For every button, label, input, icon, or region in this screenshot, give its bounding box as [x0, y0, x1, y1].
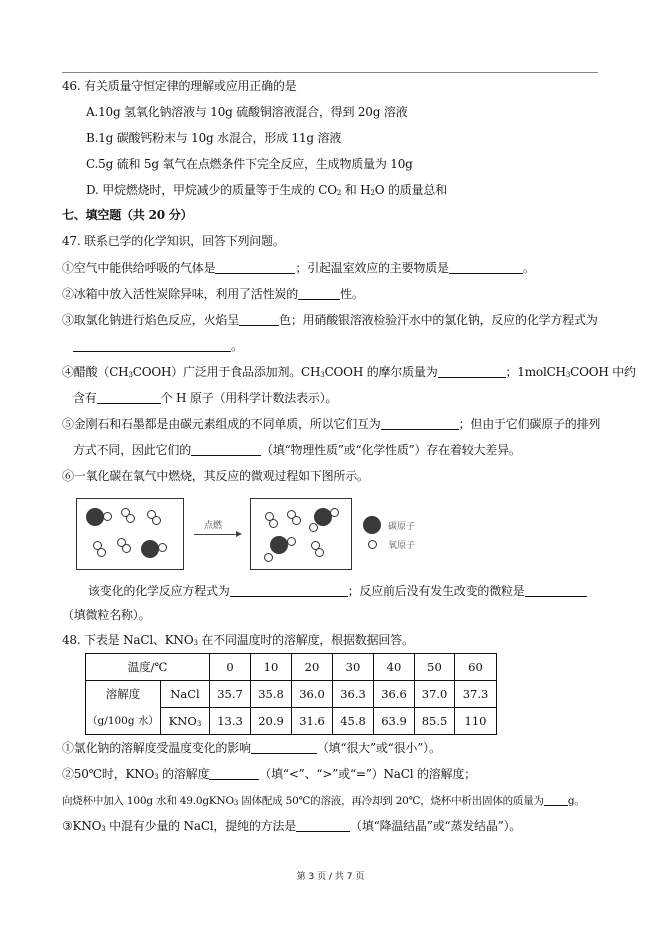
subscript: 3 — [193, 639, 198, 647]
option-text: 和 H — [341, 183, 371, 197]
text: 。 — [522, 261, 535, 275]
table-cell: 36.3 — [333, 681, 374, 708]
answer-blank[interactable] — [381, 416, 459, 430]
text: （填“很大”或“很小”）。 — [316, 741, 441, 755]
option-text: O 的质量总和 — [374, 183, 447, 197]
text: 固体配成 50℃的溶液，再冷却到 20℃，烧杯中析出固体的质量为 — [238, 795, 544, 807]
text: 向烧杯中加入 100g 水和 49.0gKNO — [62, 795, 234, 807]
q47-part1 — [62, 260, 535, 276]
oxygen-atom — [269, 519, 278, 528]
option-text: 10g 氢氧化钠溶液与 10g 硫酸铜溶液混合，得到 20g 溶液 — [98, 105, 408, 119]
after-box — [250, 498, 352, 570]
text: 。 — [231, 339, 243, 353]
text: （填“物理性质”或“化学性质”）存在着较大差异。 — [261, 443, 521, 457]
text: ；但由于它们碳原子的排列 — [458, 417, 601, 431]
subscript: 2 — [370, 189, 375, 197]
table-header-cell: 50 — [415, 654, 455, 681]
option-label: C. — [86, 157, 99, 171]
oxygen-atom — [330, 508, 339, 517]
text: 含有 — [73, 391, 97, 405]
q46-option-d — [86, 182, 447, 201]
table-header-temp: 温度/℃ — [86, 654, 210, 681]
q46-option-b — [86, 130, 341, 146]
table-header-cell: 10 — [251, 654, 292, 681]
table-header-cell: 30 — [333, 654, 374, 681]
subscript: 3 — [196, 720, 202, 728]
row-label: 溶解度 — [86, 681, 161, 708]
q47-part5 — [62, 416, 600, 432]
arrow-icon — [194, 534, 238, 535]
table-row — [86, 708, 497, 735]
table-header-cell: 60 — [455, 654, 497, 681]
answer-blank[interactable] — [209, 766, 259, 780]
text: 色；用硝酸银溶液检验汗水中的氯化钠，反应的化学方程式为 — [279, 313, 598, 327]
option-text: 1g 碳酸钙粉末与 10g 水混合，形成 11g 溶液 — [98, 131, 342, 145]
text: 方式不同，因此它们的 — [73, 443, 192, 457]
legend-carbon-label: 碳原子 — [388, 522, 416, 532]
text: ⑤金刚石和石墨都是由碳元素组成的不同单质，所以它们互为 — [62, 417, 381, 431]
table-cell: 20.9 — [251, 708, 292, 735]
table-row — [86, 681, 497, 708]
text: ；引起温室效应的主要物质是 — [295, 261, 449, 275]
oxygen-atom — [287, 537, 296, 546]
text: COOH 中约 — [570, 365, 636, 379]
text: 48. 下表是 NaCl、KNO — [62, 633, 194, 647]
q47-part3 — [62, 312, 598, 328]
answer-blank[interactable] — [296, 818, 350, 832]
q47-part2 — [62, 286, 364, 302]
oxygen-atom — [264, 553, 273, 562]
answer-blank[interactable] — [191, 442, 261, 456]
q48-part4 — [62, 818, 521, 837]
oxygen-atom — [292, 516, 301, 525]
q47-part5-cont — [73, 442, 521, 458]
table-cell: 13.3 — [210, 708, 251, 735]
table-cell: 36.6 — [374, 681, 415, 708]
text: ；1molCH — [505, 365, 566, 379]
oxygen-atom — [126, 514, 135, 523]
q46-stem: 46. 有关质量守恒定律的理解或应用正确的是 — [62, 79, 297, 93]
answer-blank[interactable] — [298, 286, 340, 300]
answer-blank[interactable] — [73, 338, 231, 352]
q47-part7 — [88, 583, 587, 599]
q48-part3 — [62, 792, 585, 811]
option-text: 甲烷燃烧时，甲烷减少的质量等于生成的 CO — [102, 183, 337, 197]
answer-blank[interactable] — [438, 364, 506, 378]
option-text: 5g 硫和 5g 氧气在点燃条件下完全反应，生成物质量为 10g — [98, 157, 413, 171]
table-header-cell: 0 — [210, 654, 251, 681]
table-cell: 37.0 — [415, 681, 455, 708]
section-title: 七、填空题（共 20 分） — [62, 208, 193, 222]
substance-name — [161, 708, 210, 735]
oxygen-atom — [103, 512, 112, 521]
page-footer: 第 3 页 / 共 7 页 — [296, 872, 365, 882]
subscript: 3 — [320, 371, 325, 379]
q48-stem — [62, 632, 414, 651]
text: ②50℃时，KNO — [62, 767, 155, 781]
text: ③取氯化钠进行焰色反应，火焰呈 — [62, 313, 240, 327]
subscript: 3 — [128, 371, 133, 379]
table-header-cell: 40 — [374, 654, 415, 681]
text: COOH 的摩尔质量为 — [324, 365, 438, 379]
legend-oxygen-label: 氧原子 — [388, 541, 416, 551]
answer-blank[interactable] — [97, 390, 161, 404]
table-cell: 45.8 — [333, 708, 374, 735]
q48-part2 — [62, 766, 476, 785]
text: （填“<”、“>”或“=”）NaCl 的溶解度； — [259, 767, 476, 781]
substance-name: NaCl — [161, 681, 210, 708]
oxygen-atom — [97, 548, 106, 557]
q47-part3-cont — [73, 338, 243, 354]
q47-part4-cont — [73, 390, 337, 406]
arrow-label: 点燃 — [204, 521, 223, 531]
table-cell: 35.7 — [210, 681, 251, 708]
text: 该变化的化学反应方程式为 — [88, 584, 230, 598]
option-label: D. — [86, 183, 99, 197]
q46-option-c — [86, 156, 413, 172]
legend-carbon-icon — [363, 516, 381, 534]
carbon-atom — [141, 540, 159, 558]
oxygen-atom — [122, 544, 131, 553]
q47-part6: ⑥一氧化碳在氧气中燃烧，其反应的微观过程如下图所示。 — [62, 469, 369, 483]
oxygen-atom — [315, 548, 324, 557]
text: g。 — [567, 795, 585, 807]
text: （填“降温结晶”或“蒸发结晶”）。 — [350, 819, 522, 833]
subscript: 3 — [565, 371, 571, 379]
subscript: 3 — [233, 799, 239, 807]
q47-part4 — [62, 364, 636, 383]
subscript: 2 — [336, 189, 342, 197]
subscript: 3 — [101, 825, 106, 833]
reaction-diagram — [76, 494, 476, 568]
answer-blank[interactable] — [215, 260, 295, 274]
legend-oxygen-icon — [368, 540, 377, 549]
header-rule — [62, 72, 598, 73]
table-cell: 31.6 — [292, 708, 333, 735]
oxygen-atom — [309, 523, 318, 532]
arrow-head-icon — [236, 531, 242, 537]
table-cell: 110 — [455, 708, 497, 735]
carbon-atom — [86, 508, 104, 526]
q47-part7-cont: （填微粒名称）。 — [62, 608, 151, 622]
text: COOH）广泛用于食品添加剂。CH — [132, 365, 321, 379]
oxygen-atom — [158, 543, 167, 552]
answer-blank[interactable] — [251, 740, 317, 754]
text: 个 H 原子（用科学计数法表示）。 — [160, 391, 338, 405]
text: ③KNO — [62, 819, 102, 833]
text: 中混有少量的 NaCl，提纯的方法是 — [105, 819, 297, 833]
text: 的溶解度 — [158, 767, 210, 781]
table-cell: 35.8 — [251, 681, 292, 708]
table-cell: 63.9 — [374, 708, 415, 735]
text: ①空气中能供给呼吸的气体是 — [62, 261, 216, 275]
row-label-unit: （g/100g 水） — [86, 708, 161, 735]
text: KNO — [168, 714, 197, 728]
table-header-cell: 20 — [292, 654, 333, 681]
before-box — [76, 498, 184, 570]
subscript: 3 — [154, 773, 159, 781]
table-cell: 85.5 — [415, 708, 455, 735]
text: ①氯化钠的溶解度受温度变化的影响 — [62, 741, 251, 755]
answer-blank[interactable] — [525, 583, 587, 597]
q47-stem: 47. 联系已学的化学知识，回答下列问题。 — [62, 234, 285, 248]
text: 性。 — [340, 287, 364, 301]
q46-option-a — [86, 104, 407, 120]
oxygen-atom — [152, 516, 161, 525]
text: ；反应前后没有发生改变的微粒是 — [347, 584, 525, 598]
option-label: A. — [86, 105, 99, 119]
table-cell: 37.3 — [455, 681, 497, 708]
answer-blank[interactable] — [544, 792, 568, 806]
text: 在不同温度时的溶解度，根据数据回答。 — [197, 633, 414, 647]
text: ④醋酸（CH — [62, 365, 129, 379]
answer-blank[interactable] — [230, 583, 348, 597]
table-row — [86, 654, 497, 681]
option-label: B. — [86, 131, 99, 145]
answer-blank[interactable] — [239, 312, 279, 326]
solubility-table — [85, 653, 497, 735]
q48-part1 — [62, 740, 441, 756]
carbon-atom — [270, 536, 288, 554]
table-cell: 36.0 — [292, 681, 333, 708]
answer-blank[interactable] — [449, 260, 523, 274]
text: ②冰箱中放入活性炭除异味，利用了活性炭的 — [62, 287, 299, 301]
